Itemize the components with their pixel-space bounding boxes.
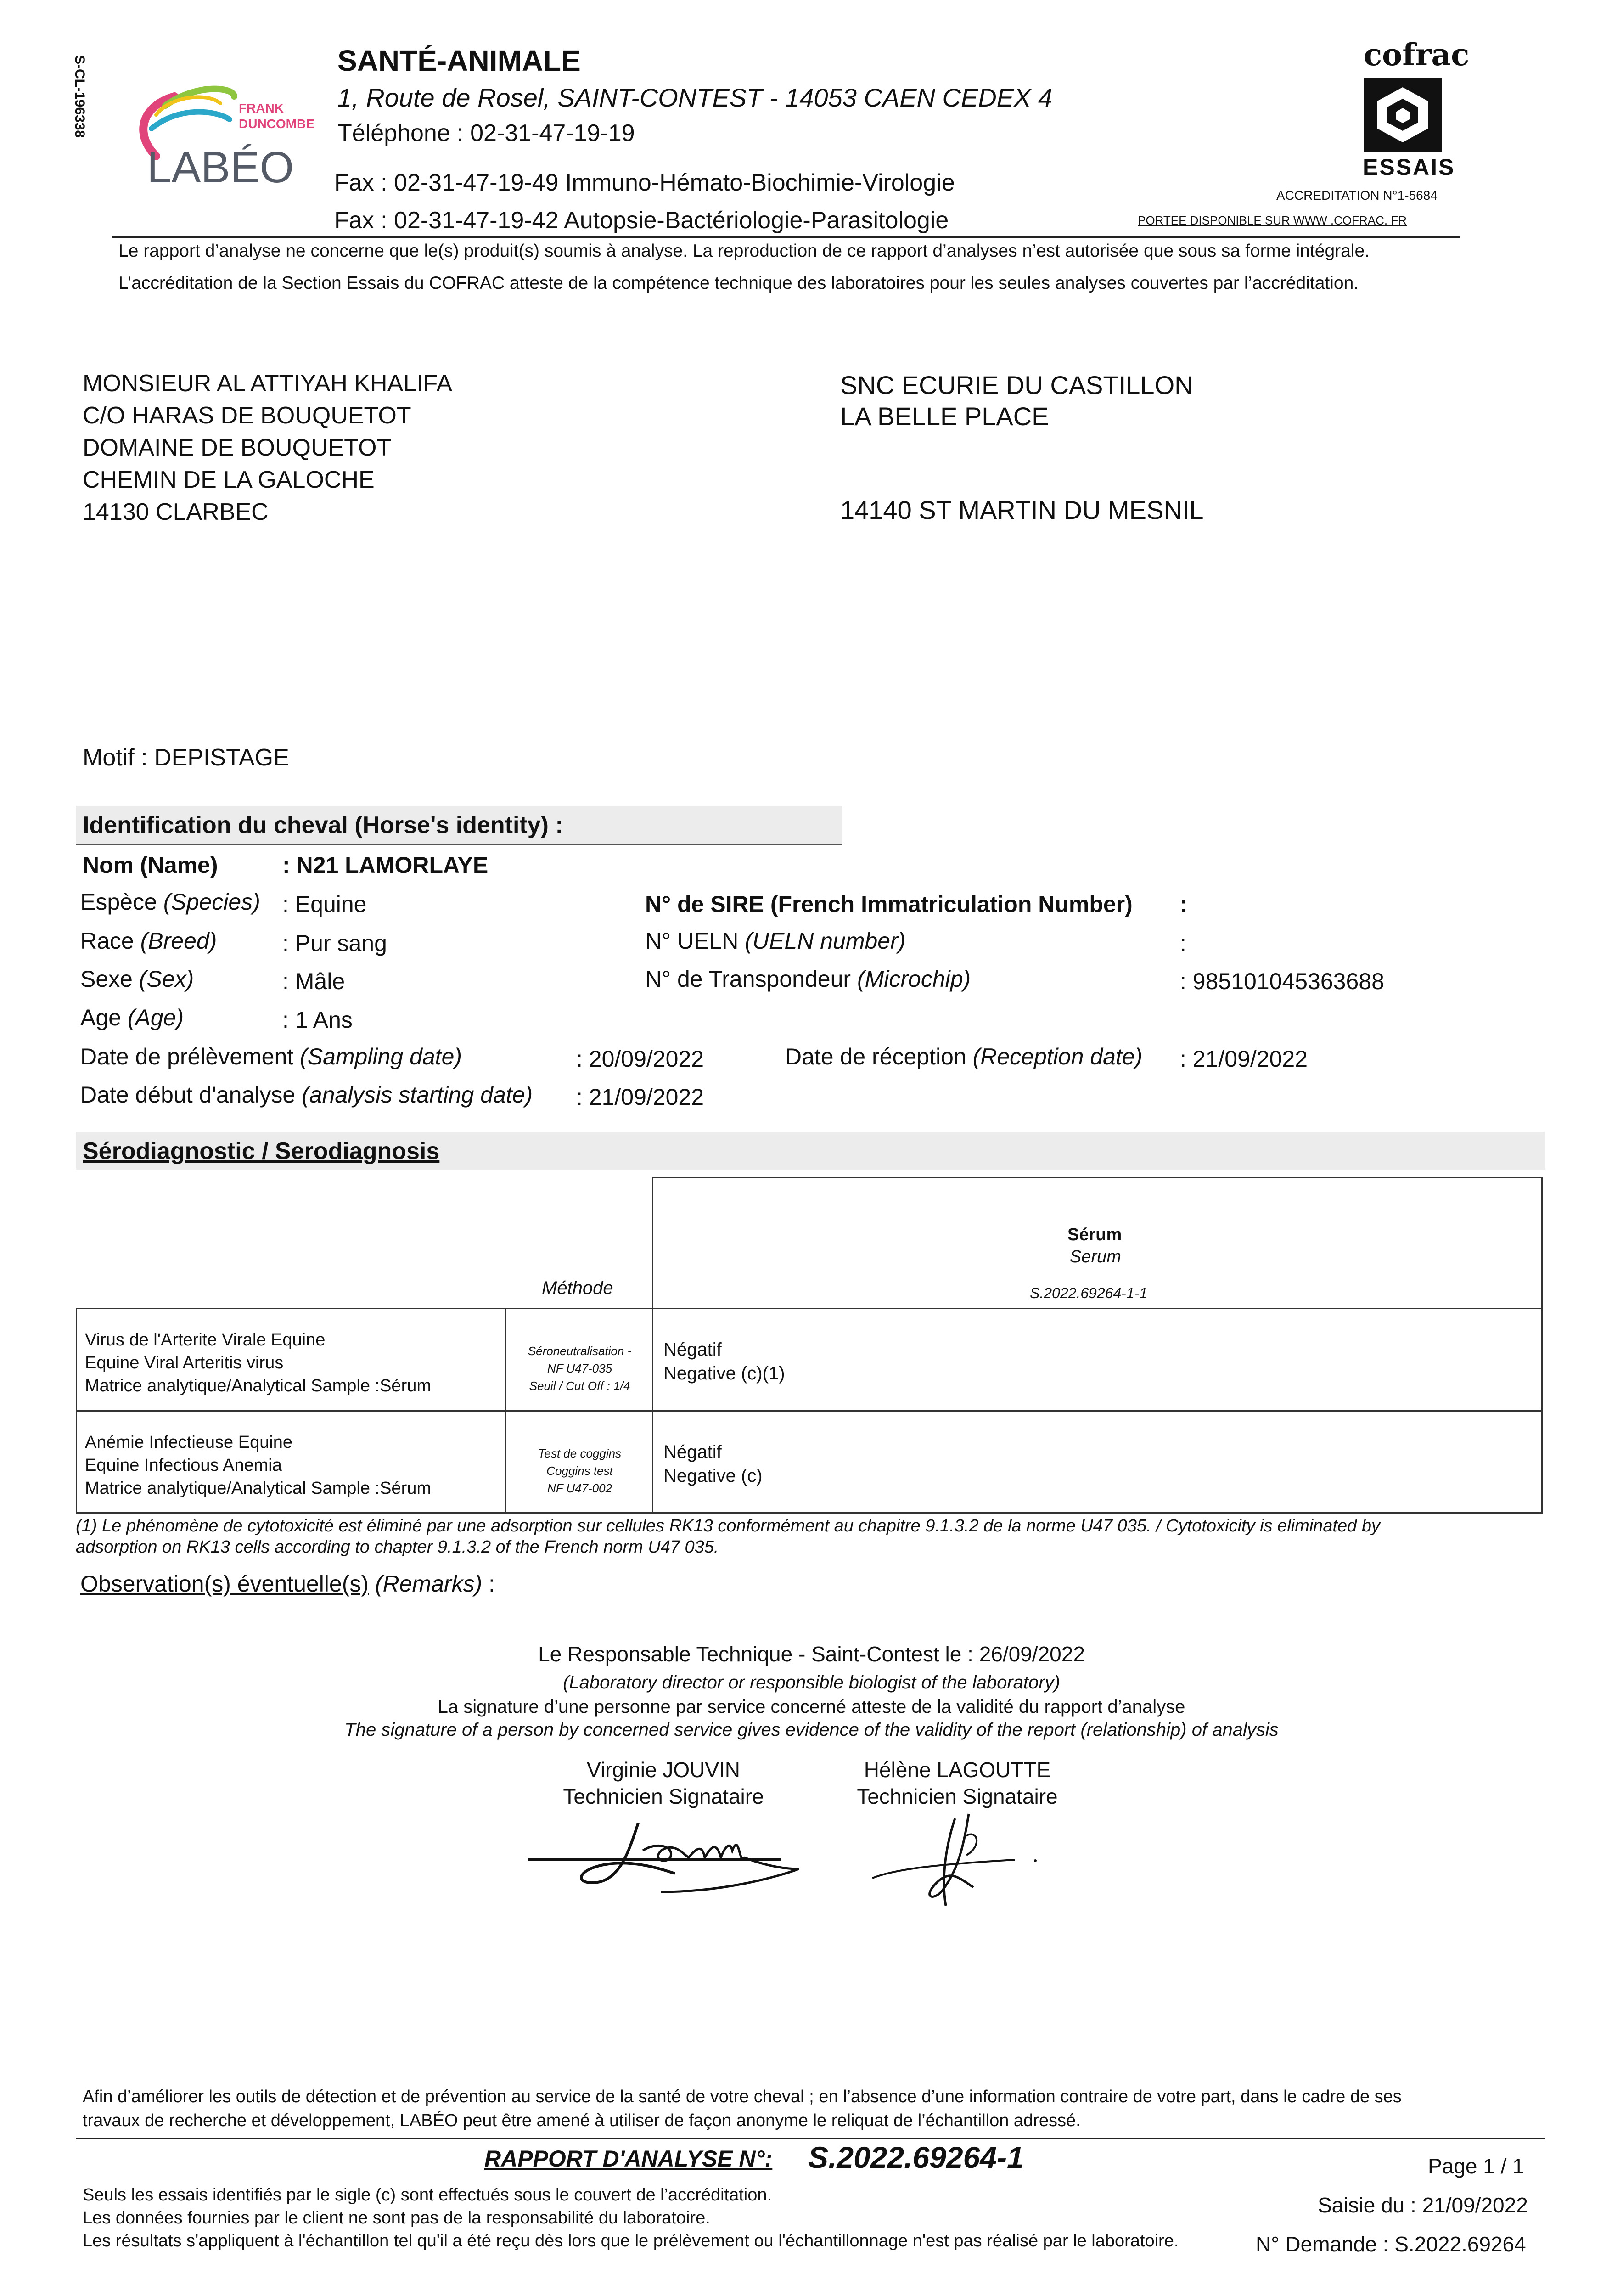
lab-phone: Téléphone : 02-31-47-19-19: [337, 120, 635, 146]
footer-divider: [76, 2138, 1545, 2139]
disclaimer-line-1: Le rapport d’analyse ne concerne que le(s) produit(s) soumis à analyse. La reproduction de ce rapport d’analyses n’est autorisée que sous sa forme intégrale.: [118, 241, 1370, 261]
cofrac-hexagon-icon: [1359, 73, 1451, 156]
method-header: Méthode: [542, 1278, 613, 1298]
table-row-2-result: Négatif Negative (c): [663, 1442, 763, 1486]
cofrac-portee: PORTEE DISPONIBLE SUR WWW .COFRAC. FR: [1138, 214, 1407, 227]
serum-header: Sérum: [1067, 1225, 1122, 1244]
table-row-2-analyte: Anémie Infectieuse Equine Equine Infectious Anemia Matrice analytique/Analytical Sample :Sérum: [85, 1433, 432, 1498]
table-border: [505, 1308, 506, 1514]
analysis-start-label: Date début d'analyse (analysis starting date): [80, 1082, 533, 1108]
cofrac-logo: [1359, 37, 1470, 184]
lab-fax-2: Fax : 02-31-47-19-42 Autopsie-Bactériologie-Parasitologie: [334, 207, 949, 234]
disclaimer-line-2: L’accréditation de la Section Essais du COFRAC atteste de la compétence technique des laboratoires pour les seules analyses couvertes par l’accréditation.: [118, 273, 1359, 293]
identity-section-header: [76, 806, 842, 845]
sampling-date-label: Date de prélèvement (Sampling date): [80, 1044, 462, 1069]
report-number: S.2022.69264-1: [808, 2140, 1024, 2174]
reception-date-label: Date de réception (Reception date): [785, 1044, 1143, 1069]
sex-label: Sexe (Sex): [80, 966, 194, 992]
analysis-start-value: : 21/09/2022: [576, 1084, 704, 1110]
signature-1-icon: [523, 1814, 808, 1906]
cofrac-brand: cofrac: [1364, 37, 1470, 73]
signature-responsible: Le Responsable Technique - Saint-Contest le : 26/09/2022: [538, 1642, 1085, 1666]
owner-address: SNC ECURIE DU CASTILLON LA BELLE PLACE 14140 ST MARTIN DU MESNIL: [840, 371, 1204, 524]
reception-date-value: : 21/09/2022: [1180, 1046, 1308, 1072]
signer-1: Virginie JOUVIN Technicien Signataire: [563, 1758, 764, 1808]
signature-statement-en: The signature of a person by concerned service gives evidence of the validity of the report (relationship) of analysis: [344, 1720, 1279, 1740]
table-row-1-analyte: Virus de l'Arterite Virale Equine Equine Viral Arteritis virus Matrice analytique/Analytical Sample :Sérum: [85, 1330, 432, 1396]
table-footnote: (1) Le phénomène de cytotoxicité est éliminé par une adsorption sur cellules RK13 conformément au chapitre 9.1.3.2 de la norme U47 035. / Cytotoxicity is eliminated by adsorption on RK13 cells according to chapter 9.1.3.2 of the French norm U47 035.: [76, 1516, 1380, 1557]
table-row-1-result: Négatif Negative (c)(1): [663, 1339, 785, 1384]
breed-value: : Pur sang: [282, 930, 387, 956]
general-note: Afin d’améliorer les outils de détection et de prévention au service de la santé de votre cheval ; en l’absence d’une information contraire de votre part, dans le cadre de ses travaux de recherche et développement, LABÉO peut être amené à utiliser de façon anonyme le reliquat de l’échantillon adressé.: [83, 2087, 1402, 2130]
sero-section-title: Sérodiagnostic / Serodiagnosis: [83, 1138, 440, 1165]
remarks: Observation(s) éventuelle(s) (Remarks) :: [80, 1571, 495, 1597]
table-border: [1541, 1177, 1543, 1514]
breed-label: Race (Breed): [80, 928, 217, 954]
table-border: [76, 1308, 77, 1514]
logo-duncombe: DUNCOMBE: [239, 117, 314, 131]
header-divider: [112, 236, 1460, 238]
logo-labeo: LABÉO: [147, 143, 294, 192]
table-row-1-method: Séroneutralisation - NF U47-035 Seuil / Cut Off : 1/4: [528, 1344, 632, 1393]
table-border: [76, 1512, 1543, 1514]
labeo-logo: [124, 78, 326, 197]
species-label: Espèce (Species): [80, 889, 260, 915]
report-number-label: RAPPORT D'ANALYSE N°:: [484, 2146, 773, 2172]
table-border: [652, 1177, 1543, 1178]
sex-value: : Mâle: [282, 968, 345, 994]
signature-2-icon: [868, 1809, 1061, 1910]
ueln-label: N° UELN (UELN number): [645, 928, 906, 954]
page-number: Page 1 / 1: [1428, 2154, 1524, 2178]
name-value: : N21 LAMORLAYE: [282, 852, 489, 878]
table-border: [76, 1308, 1543, 1309]
name-label: Nom (Name): [83, 852, 218, 878]
logo-frank: FRANK: [239, 101, 284, 115]
signature-statement: La signature d’une personne par service concerné atteste de la validité du rapport d’analyse: [438, 1697, 1185, 1717]
results-table: [76, 1177, 1543, 1514]
sampling-date-value: : 20/09/2022: [576, 1046, 704, 1072]
signer-2: Hélène LAGOUTTE Technicien Signataire: [857, 1758, 1058, 1808]
lab-fax-1: Fax : 02-31-47-19-49 Immuno-Hémato-Biochimie-Virologie: [334, 169, 955, 196]
age-label: Age (Age): [80, 1005, 184, 1030]
footer-notes: Seuls les essais identifiés par le sigle (c) sont effectués sous le couvert de l’accréditation. Les données fournies par le client ne sont pas de la responsabilité du laboratoire. Les résultats s'appliquent à l'échantillon tel qu'il a été reçu dès lors que le prélèvement ou l'échantillonnage n'est pas réalisé par le laboratoire.: [83, 2185, 1179, 2251]
transponder-label: N° de Transpondeur (Microchip): [645, 966, 971, 992]
transponder-value: : 985101045363688: [1180, 968, 1384, 994]
table-row-2-method: Test de coggins Coggins test NF U47-002: [538, 1446, 622, 1495]
cofrac-essais: ESSAIS: [1363, 154, 1455, 180]
entry-date: Saisie du : 21/09/2022: [1318, 2193, 1528, 2217]
lab-name: SANTÉ-ANIMALE: [337, 44, 581, 77]
ueln-value: :: [1180, 930, 1186, 956]
sire-value: :: [1180, 891, 1188, 917]
request-number: N° Demande : S.2022.69264: [1256, 2232, 1526, 2256]
sample-id: S.2022.69264-1-1: [1030, 1285, 1148, 1301]
motif: Motif : DEPISTAGE: [83, 744, 289, 771]
table-border: [652, 1308, 653, 1514]
age-value: : 1 Ans: [282, 1007, 353, 1033]
species-value: : Equine: [282, 891, 367, 917]
serum-header-en: Serum: [1070, 1247, 1121, 1266]
table-border: [76, 1410, 1543, 1412]
signature-responsible-en: (Laboratory director or responsible biologist of the laboratory): [563, 1672, 1060, 1693]
document-code: S-CL-196338: [72, 55, 87, 138]
sire-label: N° de SIRE (French Immatriculation Number): [645, 891, 1133, 917]
sero-section-header: [76, 1132, 1545, 1170]
lab-address: 1, Route de Rosel, SAINT-CONTEST - 14053 CAEN CEDEX 4: [337, 83, 1053, 112]
identity-section-title: Identification du cheval (Horse's identity) :: [83, 812, 563, 838]
recipient-address: MONSIEUR AL ATTIYAH KHALIFA C/O HARAS DE BOUQUETOT DOMAINE DE BOUQUETOT CHEMIN DE LA GALOCHE 14130 CLARBEC: [83, 370, 453, 525]
accreditation-number: ACCREDITATION N°1-5684: [1276, 188, 1438, 203]
table-border: [652, 1177, 653, 1308]
